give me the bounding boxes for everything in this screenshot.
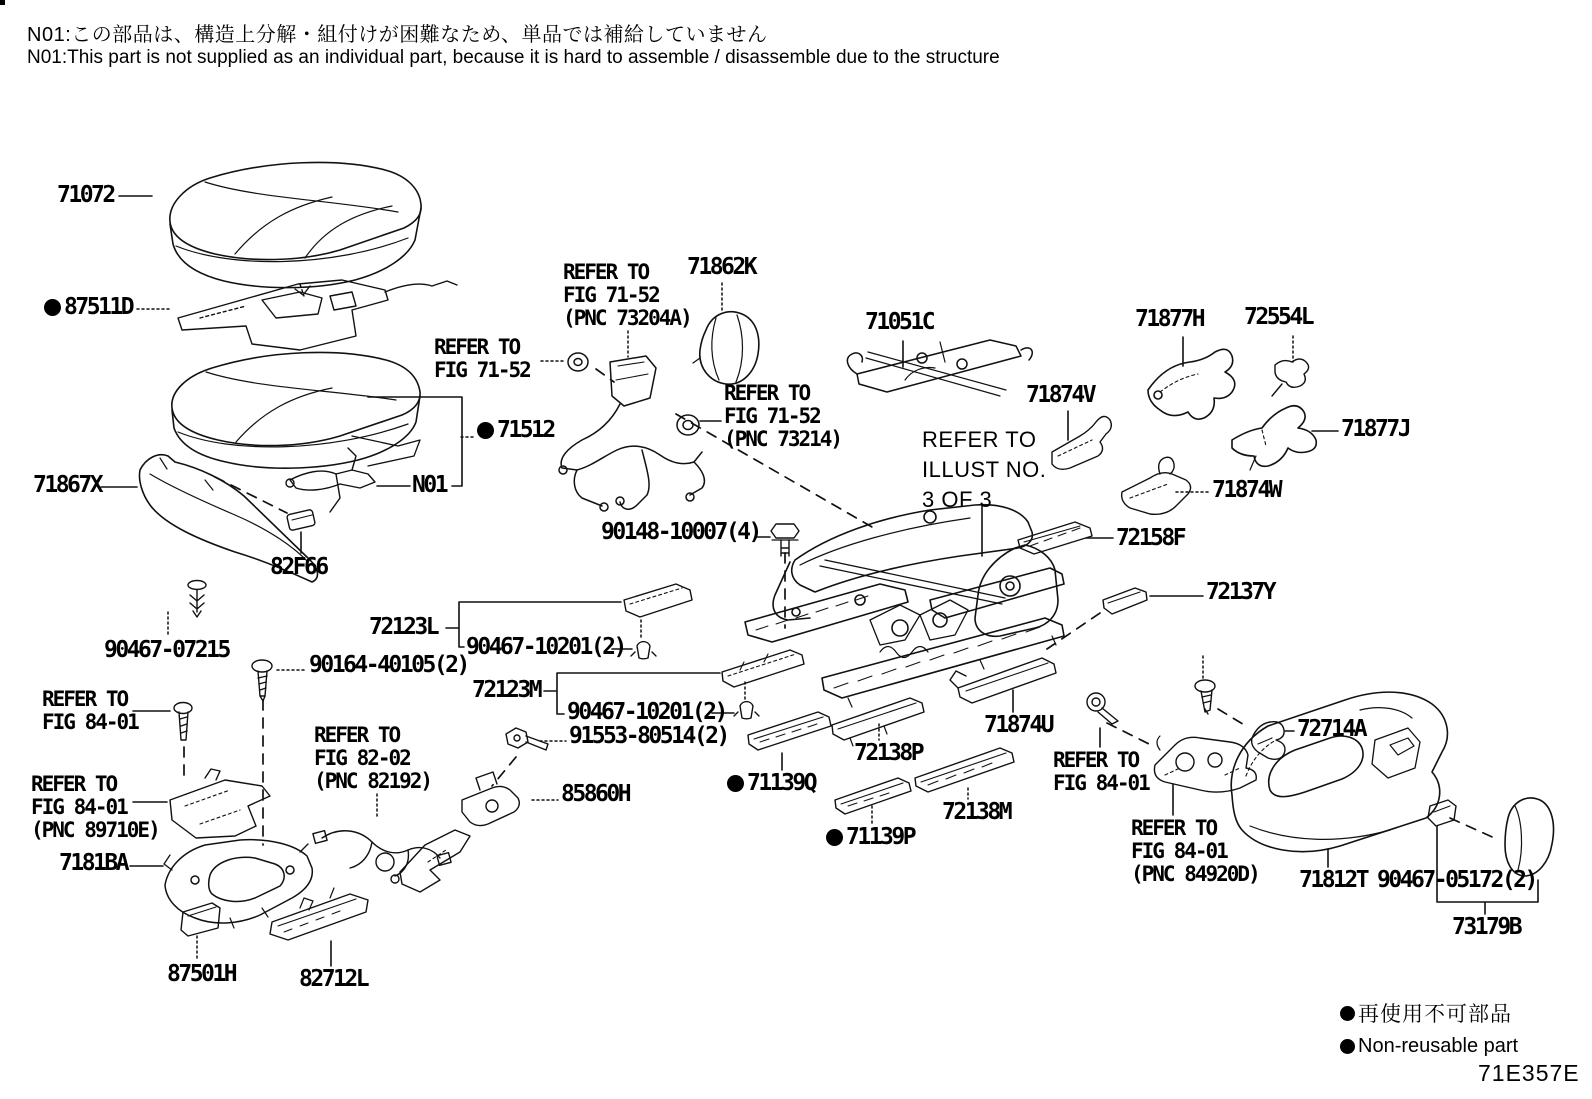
part-label-71874U xyxy=(984,714,1052,737)
part-art-harness-82192 xyxy=(313,831,451,883)
part-art-seat-heater-87511D xyxy=(178,280,457,350)
part-label-line xyxy=(31,773,159,796)
figure-code: 71E357E xyxy=(1478,1060,1580,1086)
part-label-73179B xyxy=(1452,916,1520,939)
part-label-line xyxy=(42,711,138,734)
part-label-71139Q xyxy=(727,772,815,795)
part-label-refer-fig71-52 xyxy=(434,336,530,382)
part-label-line xyxy=(1053,772,1149,795)
part-label-text: 85860H xyxy=(561,781,630,807)
part-label-71877J xyxy=(1341,418,1409,441)
part-label-text: FIG 84-01 xyxy=(1053,771,1149,795)
part-label-text: FIG 82-02 xyxy=(314,746,410,770)
part-label-text: FIG 84-01 xyxy=(31,795,127,819)
part-label-85860H xyxy=(561,783,629,806)
part-art-plate-82712L xyxy=(270,888,368,940)
part-label-text: 91553-80514(2) xyxy=(569,723,728,749)
part-label-72138P xyxy=(854,742,922,765)
part-label-line xyxy=(563,284,691,307)
part-label-text: (PNC 82192) xyxy=(314,769,432,793)
part-art-clip-90467-07215 xyxy=(188,581,206,618)
part-label-text: FIG 71-52 xyxy=(434,358,530,382)
part-label-text: 71877H xyxy=(1135,306,1204,332)
part-label-text: 71051C xyxy=(865,309,934,335)
part-label-text: 90467-07215 xyxy=(104,637,229,663)
part-label-line xyxy=(1135,308,1203,331)
part-art-rail-71874U xyxy=(950,658,1056,703)
part-art-rail-72137Y xyxy=(1103,588,1147,614)
part-label-text: 71874V xyxy=(1026,382,1095,408)
part-label-line xyxy=(434,359,530,382)
part-label-refer-illust-3of3 xyxy=(922,425,1046,515)
part-label-line xyxy=(865,311,933,334)
part-label-line xyxy=(31,819,159,842)
part-label-text: 90467-05172(2) xyxy=(1377,867,1536,893)
part-label-line xyxy=(1377,869,1536,892)
part-art-rail-71139P xyxy=(835,778,911,814)
part-label-text: (PNC 89710E) xyxy=(31,818,159,842)
legend-label-en: Non-reusable part xyxy=(1358,1035,1519,1057)
part-label-text: 72158F xyxy=(1116,525,1185,551)
part-label-72554L xyxy=(1244,306,1312,329)
part-art-bolt-91553-80514 xyxy=(506,728,548,750)
part-label-line xyxy=(854,742,922,765)
part-art-cover-71862K xyxy=(693,312,759,384)
part-label-72714A xyxy=(1297,718,1365,741)
part-label-line xyxy=(922,455,1046,485)
part-label-line xyxy=(1244,306,1312,329)
part-art-cover-73179B xyxy=(1505,798,1554,876)
part-label-text: 71812T xyxy=(1299,867,1368,893)
note-en: N01:This part is not supplied as an individual part, because it is hard to assemble / disassemble due to the structure xyxy=(27,47,1000,68)
part-art-trim-72123L xyxy=(624,584,692,617)
part-label-line xyxy=(922,485,1046,515)
note-jp: N01:この部品は、構造上分解・組付けが困難なため、単品では補給していません xyxy=(27,24,768,46)
part-label-text: REFER TO xyxy=(31,772,117,796)
part-label-82F66 xyxy=(270,556,327,579)
part-art-ecu-bracket-89710E xyxy=(170,769,270,838)
non-reusable-dot-icon xyxy=(44,299,61,316)
part-label-line xyxy=(314,724,431,747)
part-label-line xyxy=(314,747,431,770)
part-label-line xyxy=(1053,749,1149,772)
part-label-refer-fig71-52-pnc73204a xyxy=(563,261,691,330)
part-art-seat-cushion-cover-N01 xyxy=(172,352,420,468)
part-label-text: 72554L xyxy=(1244,304,1313,330)
part-label-line xyxy=(309,654,468,677)
legend-label-jp: 再使用不可部品 xyxy=(1358,1003,1512,1026)
part-label-text: REFER TO xyxy=(724,381,810,405)
part-label-refer-fig82-02-pnc82192 xyxy=(314,724,431,793)
part-label-91553-80514 xyxy=(569,725,728,748)
part-label-text: FIG 71-52 xyxy=(563,283,659,307)
part-label-line xyxy=(299,968,367,991)
part-label-72137Y xyxy=(1206,581,1274,604)
non-reusable-dot-icon xyxy=(727,775,744,792)
part-label-text: REFER TO xyxy=(42,687,128,711)
part-label-text: REFER TO xyxy=(314,723,400,747)
part-label-line xyxy=(466,636,625,659)
part-art-bracket-71877H xyxy=(1148,349,1235,419)
part-art-harness-bracket-N01 xyxy=(286,448,375,512)
part-label-text: 72714A xyxy=(1297,716,1366,742)
part-art-screw-90164-left xyxy=(252,660,272,701)
part-label-text: 87511D xyxy=(64,294,133,320)
part-label-text: FIG 84-01 xyxy=(1131,839,1227,863)
part-label-line xyxy=(472,679,540,702)
part-art-bracket-71877J xyxy=(1232,406,1316,470)
part-label-87501H xyxy=(167,963,235,986)
part-label-72123L xyxy=(369,616,437,639)
part-label-text: 71072 xyxy=(57,182,114,208)
part-label-text: REFER TO xyxy=(563,260,649,284)
part-art-screw-fig84-01-left xyxy=(174,703,192,741)
part-label-text: 73179B xyxy=(1452,914,1521,940)
part-label-line xyxy=(104,639,229,662)
part-label-refer-fig84-01-pnc89710e xyxy=(31,773,159,842)
part-label-line xyxy=(1212,479,1280,502)
part-label-87511D xyxy=(44,296,132,319)
non-reusable-dot-icon xyxy=(1340,1006,1355,1021)
part-art-bracket-71874V xyxy=(1052,416,1111,469)
part-label-text: 71512 xyxy=(497,417,554,443)
part-label-71874V xyxy=(1026,384,1094,407)
part-art-rail-72138M xyxy=(915,748,1014,792)
part-art-trim-72123M xyxy=(722,650,804,687)
part-label-line xyxy=(724,428,841,451)
part-art-bracket-71874W xyxy=(1122,457,1191,514)
part-label-line xyxy=(1299,869,1367,892)
part-label-text: 7181BA xyxy=(59,850,128,876)
part-label-line xyxy=(984,714,1052,737)
part-label-text: FIG 71-52 xyxy=(724,404,820,428)
part-label-line xyxy=(826,826,914,849)
part-label-text: REFER TO xyxy=(1131,816,1217,840)
legend xyxy=(1340,998,1518,1065)
non-reusable-dot-icon xyxy=(1340,1039,1355,1054)
part-label-text: ILLUST NO. xyxy=(922,457,1047,482)
part-label-text: REFER TO xyxy=(1053,748,1139,772)
part-label-line xyxy=(563,261,691,284)
part-label-line xyxy=(270,556,327,579)
leader-lines-dotted xyxy=(137,283,1293,961)
part-label-90467-10201-a xyxy=(466,636,625,659)
part-label-line xyxy=(1026,384,1094,407)
part-art-clip-90467-10201-a xyxy=(631,642,656,659)
part-label-90467-05172 xyxy=(1377,869,1536,892)
part-label-text: 82F66 xyxy=(270,554,327,580)
part-label-text: 71877J xyxy=(1341,416,1410,442)
part-label-text: 72123M xyxy=(472,677,541,703)
part-label-text: (PNC 73214) xyxy=(724,427,842,451)
part-label-line xyxy=(434,336,530,359)
part-label-line xyxy=(727,772,815,795)
part-label-72123M xyxy=(472,679,540,702)
part-label-refer-fig71-52-pnc73214 xyxy=(724,382,841,451)
part-label-line xyxy=(569,725,728,748)
part-label-text: (PNC 73204A) xyxy=(563,306,691,330)
part-label-text: 87501H xyxy=(167,961,236,987)
part-label-text: 72137Y xyxy=(1206,579,1275,605)
non-reusable-dot-icon xyxy=(826,829,843,846)
part-label-72158F xyxy=(1116,527,1184,550)
part-label-text: FIG 84-01 xyxy=(42,710,138,734)
part-label-line xyxy=(167,963,235,986)
part-label-text: 82712L xyxy=(299,966,368,992)
non-reusable-dot-icon xyxy=(477,422,494,439)
part-label-90164-40105-left xyxy=(309,654,468,677)
part-art-bolt-90148-10007 xyxy=(771,524,799,556)
part-label-line xyxy=(57,184,114,207)
part-art-bracket-72714A xyxy=(1252,722,1285,760)
part-label-90148-10007 xyxy=(601,521,760,544)
part-label-90467-07215 xyxy=(104,639,229,662)
part-art-screw-90164-right xyxy=(1195,680,1215,714)
part-label-text: N01 xyxy=(412,472,447,498)
part-label-line xyxy=(1341,418,1409,441)
part-label-text: 72138M xyxy=(942,799,1011,825)
part-label-line xyxy=(477,419,554,442)
part-label-text: REFER TO xyxy=(434,335,520,359)
part-label-line xyxy=(561,783,629,806)
part-label-71512 xyxy=(477,419,554,442)
part-label-text: 71874W xyxy=(1212,477,1281,503)
part-art-rail-71139Q xyxy=(748,712,831,750)
legend-row-jp xyxy=(1340,998,1518,1028)
part-label-71862K xyxy=(687,256,755,279)
part-label-line xyxy=(314,770,431,793)
part-label-text: 71867X xyxy=(33,472,102,498)
part-art-seat-cushion-pad-71072 xyxy=(170,162,421,295)
part-label-text: 90164-40105(2) xyxy=(309,652,468,678)
part-art-base-frame-7181BA xyxy=(164,840,312,928)
part-art-bracket-72554L xyxy=(1272,359,1309,396)
part-label-72138M xyxy=(942,801,1010,824)
part-label-7181BA xyxy=(59,852,127,875)
part-art-spring-frame-71051C xyxy=(847,340,1032,396)
part-label-text: 71874U xyxy=(984,712,1053,738)
part-label-line xyxy=(59,852,127,875)
part-label-text: 72123L xyxy=(369,614,438,640)
part-label-line xyxy=(687,256,755,279)
part-label-text: 71139Q xyxy=(747,770,816,796)
part-art-clip-90467-10201-b xyxy=(734,702,759,719)
part-label-text: 72138P xyxy=(854,740,923,766)
part-label-line xyxy=(369,616,437,639)
part-label-line xyxy=(44,296,132,319)
part-label-line xyxy=(724,405,841,428)
part-label-line xyxy=(601,521,760,544)
part-label-line xyxy=(724,382,841,405)
part-art-bolt-fig84-01-right xyxy=(1087,693,1118,724)
part-label-text: REFER TO xyxy=(922,427,1037,452)
part-label-text: 90148-10007(4) xyxy=(601,519,760,545)
part-label-N01 xyxy=(412,474,446,497)
part-label-text: (PNC 84920D) xyxy=(1131,862,1259,886)
part-label-71139P xyxy=(826,826,914,849)
part-label-text: 71862K xyxy=(687,254,756,280)
part-art-wire-harness-71512 xyxy=(559,353,704,511)
part-label-line xyxy=(942,801,1010,824)
part-label-text: 90467-10201(2) xyxy=(466,634,625,660)
part-label-refer-fig84-01-b xyxy=(1053,749,1149,795)
part-label-refer-fig84-01-pnc84920d xyxy=(1131,817,1259,886)
part-label-line xyxy=(1131,840,1259,863)
part-label-line xyxy=(33,474,101,497)
part-art-clip-82F66 xyxy=(287,509,316,530)
part-label-71874W xyxy=(1212,479,1280,502)
part-label-text: 90467-10201(2) xyxy=(567,699,726,725)
part-label-90467-10201-b xyxy=(567,701,726,724)
part-label-line xyxy=(412,474,446,497)
part-label-71812T xyxy=(1299,869,1367,892)
part-label-line xyxy=(1131,863,1259,886)
part-art-recliner-84920D xyxy=(1154,736,1256,792)
part-label-71877H xyxy=(1135,308,1203,331)
part-label-71072 xyxy=(57,184,114,207)
part-art-rail-72138P xyxy=(832,698,924,746)
part-label-line xyxy=(1297,718,1365,741)
part-label-line xyxy=(31,796,159,819)
part-label-text: 3 OF 3 xyxy=(922,487,993,512)
part-label-line xyxy=(1206,581,1274,604)
part-label-line xyxy=(1452,916,1520,939)
legend-row-en xyxy=(1340,1035,1518,1058)
part-label-refer-fig84-01-a xyxy=(42,688,138,734)
part-label-line xyxy=(1116,527,1184,550)
part-label-text: 71139P xyxy=(846,824,915,850)
part-label-line xyxy=(42,688,138,711)
part-label-line xyxy=(563,307,691,330)
part-label-line xyxy=(567,701,726,724)
part-label-71051C xyxy=(865,311,933,334)
part-label-71867X xyxy=(33,474,101,497)
part-label-line xyxy=(922,425,1046,455)
part-label-line xyxy=(1131,817,1259,840)
part-label-82712L xyxy=(299,968,367,991)
